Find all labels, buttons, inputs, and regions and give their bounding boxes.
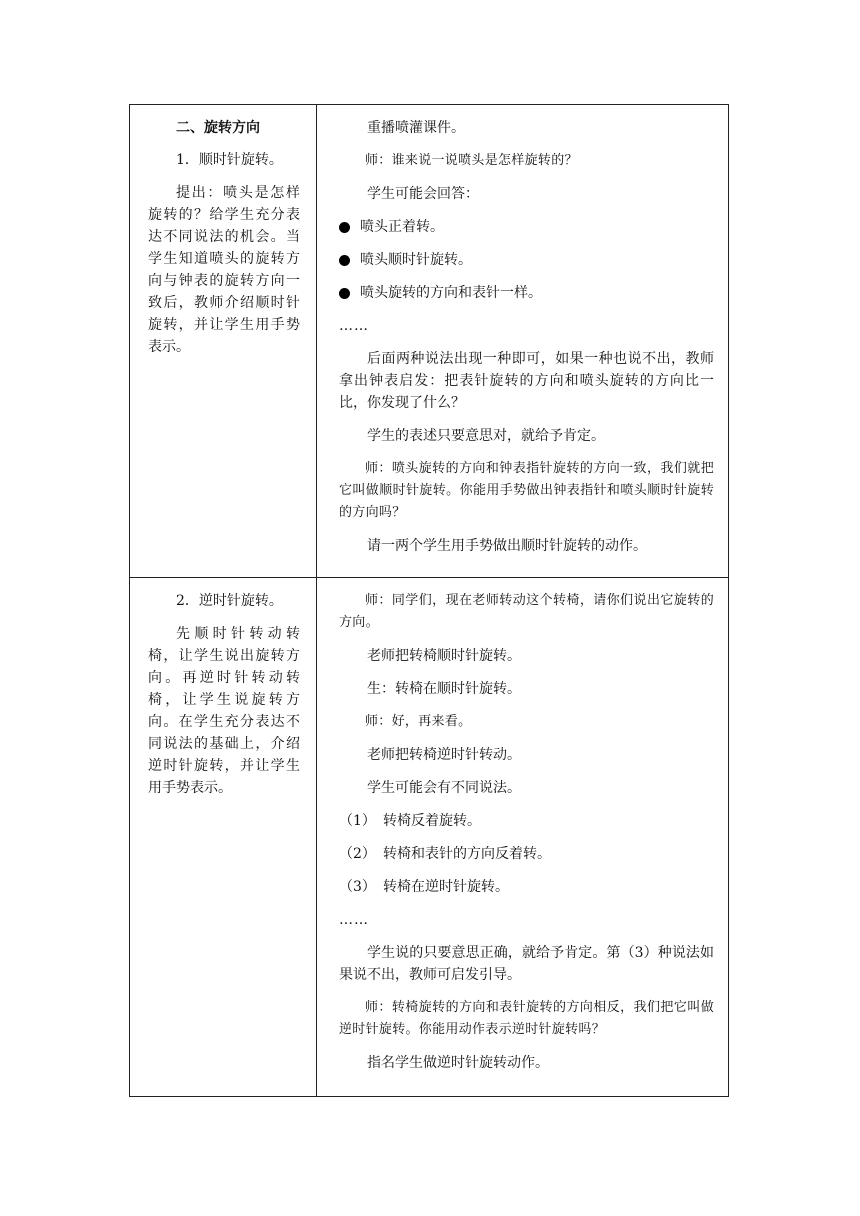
bullet-icon	[339, 288, 350, 299]
text-action: 指名学生做逆时针旋转动作。	[367, 1055, 549, 1071]
list-item-text: 喷头顺时针旋转。	[360, 252, 472, 268]
description-clockwise: 提出：喷头是怎样旋转的？给学生充分表达不同说法的机会。当学生知道喷头的旋转方向与钟表的旋转方向一致后，教师介绍顺时针旋转，并让学生用手势表示。	[148, 185, 300, 355]
bullet-icon	[339, 222, 350, 233]
teacher-question: 师：谁来说一说喷头是怎样旋转的？	[365, 153, 578, 168]
subtitle-counterclockwise: 2．逆时针旋转。	[176, 593, 283, 609]
list-item-text: 转椅和表针的方向反着转。	[383, 846, 551, 862]
teacher-intro: 师：同学们，现在老师转动这个转椅，请你们说出它旋转的方向。	[339, 593, 714, 630]
text-students-may-answer: 学生可能会回答：	[367, 186, 479, 202]
ellipsis: ……	[339, 318, 369, 334]
description-counterclockwise: 先顺时针转动转椅，让学生说出旋转方向。再逆时针转动转椅，让学生说旋转方向。在学生充分表达不同说法的基础上，介绍逆时针旋转，并让学生用手势表示。	[148, 626, 300, 796]
list-item	[339, 216, 714, 238]
table-row	[130, 578, 729, 1097]
ellipsis: ……	[339, 912, 369, 928]
left-cell-clockwise	[130, 105, 317, 578]
list-item-number: （2）	[339, 846, 376, 862]
list-item-number: （3）	[339, 879, 376, 895]
right-cell-clockwise	[317, 105, 729, 578]
list-item-number: （1）	[339, 813, 376, 829]
text-replay: 重播喷灌课件。	[367, 120, 465, 136]
list-item-text: 喷头正着转。	[360, 219, 444, 235]
text-different-answers: 学生可能会有不同说法。	[367, 780, 521, 796]
list-item	[339, 876, 714, 898]
list-item	[339, 249, 714, 271]
bullet-icon	[339, 255, 350, 266]
list-item-text: 喷头旋转的方向和表针一样。	[360, 285, 542, 301]
list-item	[339, 282, 714, 304]
student-answer: 生：转椅在顺时针旋转。	[367, 681, 521, 697]
text-rotate-clockwise: 老师把转椅顺时针旋转。	[367, 648, 521, 664]
left-cell-counterclockwise	[130, 578, 317, 1097]
right-cell-counterclockwise	[317, 578, 729, 1097]
text-affirm-hint: 学生说的只要意思正确，就给予肯定。第（3）种说法如果说不出，教师可启发引导。	[339, 945, 714, 983]
list-item	[339, 810, 714, 832]
list-item-text: 转椅反着旋转。	[383, 813, 481, 829]
subtitle-clockwise: 1．顺时针旋转。	[176, 152, 283, 168]
section-title: 二、旋转方向	[176, 120, 260, 136]
list-item-text: 转椅在逆时针旋转。	[383, 879, 509, 895]
teacher-explanation: 师：转椅旋转的方向和表针旋转的方向相反，我们把它叫做逆时针旋转。你能用动作表示逆时针旋转吗？	[339, 1000, 714, 1037]
lesson-table	[129, 104, 729, 1097]
text-hint: 后面两种说法出现一种即可，如果一种也说不出，教师拿出钟表启发：把表针旋转的方向和喷头旋转的方向比一比，你发现了什么？	[339, 351, 714, 411]
text-rotate-counterclockwise: 老师把转椅逆时针转动。	[367, 747, 521, 763]
table-row	[130, 105, 729, 578]
list-item	[339, 843, 714, 865]
text-affirm: 学生的表述只要意思对，就给予肯定。	[367, 428, 605, 444]
teacher-explanation: 师：喷头旋转的方向和钟表指针旋转的方向一致，我们就把它叫做顺时针旋转。你能用手势做出钟表指针和喷头顺时针旋转的方向吗？	[339, 461, 714, 520]
teacher-look-again: 师：好，再来看。	[365, 714, 472, 729]
text-gesture: 请一两个学生用手势做出顺时针旋转的动作。	[367, 538, 647, 554]
